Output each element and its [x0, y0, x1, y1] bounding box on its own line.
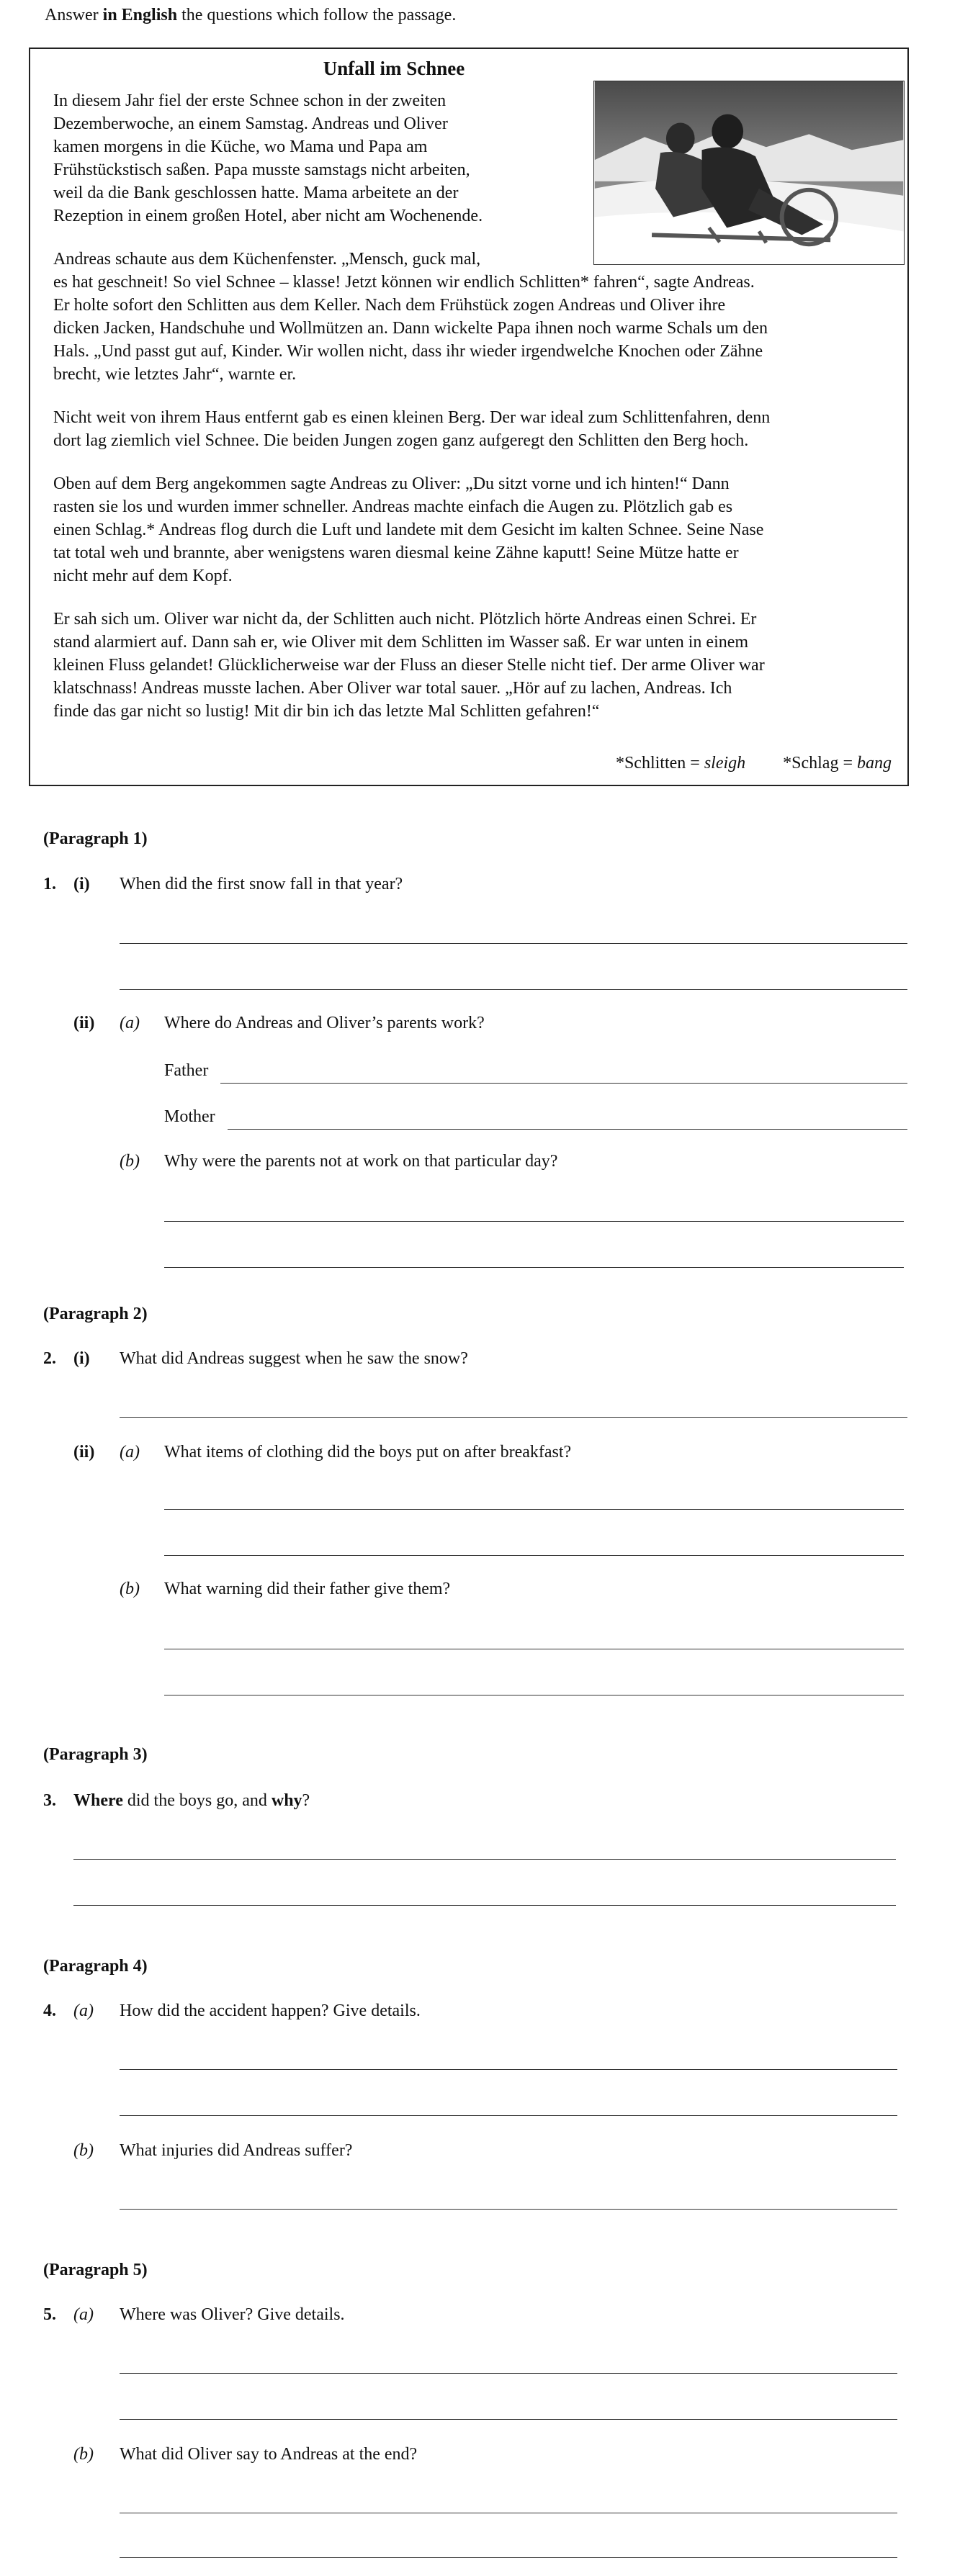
q2-number: 2. — [43, 1349, 56, 1368]
q4-number: 4. — [43, 2001, 56, 2020]
p5-line: finde das gar nicht so lustig! Mit dir bin ich das letzte Mal Schlitten gefahren!“ — [53, 702, 600, 721]
answer-line[interactable] — [164, 1267, 904, 1268]
q5-a-label: (a) — [73, 2305, 94, 2324]
section-heading-4: (Paragraph 4) — [43, 1957, 148, 1976]
q1-ii-b-text: Why were the parents not at work on that particular day? — [164, 1152, 558, 1171]
footnote-term: *Schlag = — [783, 754, 857, 773]
answer-line[interactable] — [73, 1905, 896, 1906]
q1-ii-label: (ii) — [73, 1014, 95, 1032]
q1-ii-a-label: (a) — [120, 1014, 140, 1032]
section-heading-1: (Paragraph 1) — [43, 829, 148, 848]
q1-ii-b-label: (b) — [120, 1152, 140, 1171]
q3-mid: did the boys go, and — [122, 1791, 272, 1810]
answer-line[interactable] — [120, 2419, 897, 2420]
q1-number: 1. — [43, 875, 56, 893]
q5-b-label: (b) — [73, 2445, 94, 2464]
instruction — [45, 6, 456, 25]
section-heading-2: (Paragraph 2) — [43, 1305, 148, 1323]
section-heading-5: (Paragraph 5) — [43, 2261, 148, 2279]
answer-line[interactable] — [120, 989, 907, 990]
answer-line[interactable] — [120, 2069, 897, 2070]
q4-a-text: How did the accident happen? Give details. — [120, 2001, 421, 2020]
p2-line: es hat geschneit! So viel Schnee – klasse! Jetzt können wir endlich Schlitten* fahren“, sagte Andreas. — [53, 273, 755, 292]
answer-line[interactable] — [120, 2115, 897, 2116]
q3-number: 3. — [43, 1791, 56, 1810]
q2-ii-a-label: (a) — [120, 1443, 140, 1462]
p3-line: Nicht weit von ihrem Haus entfernt gab es einen kleinen Berg. Der war ideal zum Schlittenfahren, denn — [53, 408, 771, 427]
p5-line: stand alarmiert auf. Dann sah er, wie Oliver mit dem Schlitten im Wasser saß. Er war unten in einem — [53, 633, 749, 652]
footnote-meaning: bang — [857, 754, 892, 773]
p1-line: In diesem Jahr fiel der erste Schnee schon in der zweiten — [53, 91, 447, 110]
instruction-suffix: the questions which follow the passage. — [177, 6, 457, 24]
instruction-bold: in English — [102, 6, 178, 24]
father-label: Father — [164, 1061, 209, 1080]
q1-i-label: (i) — [73, 875, 90, 893]
answer-line[interactable] — [164, 1555, 904, 1556]
q5-number: 5. — [43, 2305, 56, 2324]
answer-line[interactable] — [120, 1417, 907, 1418]
q2-i-label: (i) — [73, 1349, 90, 1368]
footnotes — [583, 754, 892, 773]
p4-line: nicht mehr auf dem Kopf. — [53, 567, 233, 585]
p1-line: weil da die Bank geschlossen hatte. Mama arbeitete an der — [53, 184, 459, 202]
q5-b-text: What did Oliver say to Andreas at the end? — [120, 2445, 418, 2464]
q1-i-text: When did the first snow fall in that year? — [120, 875, 403, 893]
footnote-term: *Schlitten = — [615, 754, 704, 773]
q2-ii-b-label: (b) — [120, 1580, 140, 1598]
q5-a-text: Where was Oliver? Give details. — [120, 2305, 345, 2324]
p4-line: rasten sie los und wurden immer schneller. Andreas machte einfach die Augen zu. Plötzlich gab es — [53, 497, 733, 516]
passage-title: Unfall im Schnee — [323, 58, 465, 79]
p2-line: Hals. „Und passt gut auf, Kinder. Wir wollen nicht, dass ihr wieder irgendwelche Knochen oder Zähne — [53, 342, 763, 361]
answer-line[interactable] — [164, 1509, 904, 1510]
sledding-photo — [593, 81, 905, 265]
p1-line: kamen morgens in die Küche, wo Mama und Papa am — [53, 138, 428, 156]
q4-b-label: (b) — [73, 2141, 94, 2160]
sledding-photo-image — [594, 81, 904, 264]
q3-why: why — [271, 1791, 302, 1810]
p4-line: Oben auf dem Berg angekommen sagte Andreas zu Oliver: „Du sitzt vorne und ich hinten!“ Dann — [53, 474, 730, 493]
p4-line: einen Schlag.* Andreas flog durch die Luft und landete mit dem Gesicht im kalten Schnee. Seine Nase — [53, 521, 764, 539]
answer-line[interactable] — [120, 2557, 897, 2558]
p2-line: dicken Jacken, Handschuhe und Wollmützen an. Dann wickelte Papa ihnen noch warme Schals um den — [53, 319, 768, 338]
p4-line: tat total weh und brannte, aber wenigstens waren diesmal keine Zähne kaputt! Seine Mütze hatte er — [53, 544, 739, 562]
section-heading-3: (Paragraph 3) — [43, 1745, 148, 1764]
q4-b-text: What injuries did Andreas suffer? — [120, 2141, 353, 2160]
answer-line[interactable] — [164, 1221, 904, 1222]
p5-line: Er sah sich um. Oliver war nicht da, der Schlitten auch nicht. Plötzlich hörte Andreas einen Schrei. Er — [53, 610, 757, 629]
answer-line[interactable] — [120, 2209, 897, 2210]
father-answer-line[interactable] — [220, 1083, 907, 1084]
q1-ii-a-text: Where do Andreas and Oliver’s parents work? — [164, 1014, 485, 1032]
p1-line: Dezemberwoche, an einem Samstag. Andreas und Oliver — [53, 114, 448, 133]
p1-line: Frühstückstisch saßen. Papa musste samstags nicht arbeiten, — [53, 161, 470, 179]
passage-box — [29, 48, 909, 786]
instruction-prefix: Answer — [45, 6, 103, 24]
p1-line: Rezeption in einem großen Hotel, aber nicht am Wochenende. — [53, 207, 483, 225]
answer-line[interactable] — [73, 1859, 896, 1860]
mother-label: Mother — [164, 1107, 215, 1126]
footnote-schlitten — [616, 754, 745, 773]
p2-line: Er holte sofort den Schlitten aus dem Keller. Nach dem Frühstück zogen Andreas und Oliver ihre — [53, 296, 726, 315]
footnote-meaning: sleigh — [704, 754, 746, 773]
p2-line: Andreas schaute aus dem Küchenfenster. „Mensch, guck mal, — [53, 250, 481, 269]
mother-answer-line[interactable] — [228, 1129, 907, 1130]
q2-i-text: What did Andreas suggest when he saw the snow? — [120, 1349, 468, 1368]
q2-ii-label: (ii) — [73, 1443, 95, 1462]
answer-line[interactable] — [120, 2373, 897, 2374]
q2-ii-b-text: What warning did their father give them? — [164, 1580, 451, 1598]
footnote-schlag — [783, 754, 892, 773]
p5-line: kleinen Fluss gelandet! Glücklicherweise war der Fluss an dieser Stelle nicht tief. Der arme Oliver war — [53, 656, 765, 675]
q4-a-label: (a) — [73, 2001, 94, 2020]
p5-line: klatschnass! Andreas musste lachen. Aber Oliver war total sauer. „Hör auf zu lachen, Andreas. Ich — [53, 679, 732, 698]
q3-where: Where — [73, 1791, 123, 1810]
q3-text — [73, 1791, 310, 1811]
answer-line[interactable] — [120, 943, 907, 944]
q3-end: ? — [302, 1791, 310, 1810]
p2-line: brecht, wie letztes Jahr“, warnte er. — [53, 365, 297, 384]
q2-ii-a-text: What items of clothing did the boys put on after breakfast? — [164, 1443, 572, 1462]
p3-line: dort lag ziemlich viel Schnee. Die beiden Jungen zogen ganz aufgeregt den Schlitten den Berg hoch. — [53, 431, 749, 450]
